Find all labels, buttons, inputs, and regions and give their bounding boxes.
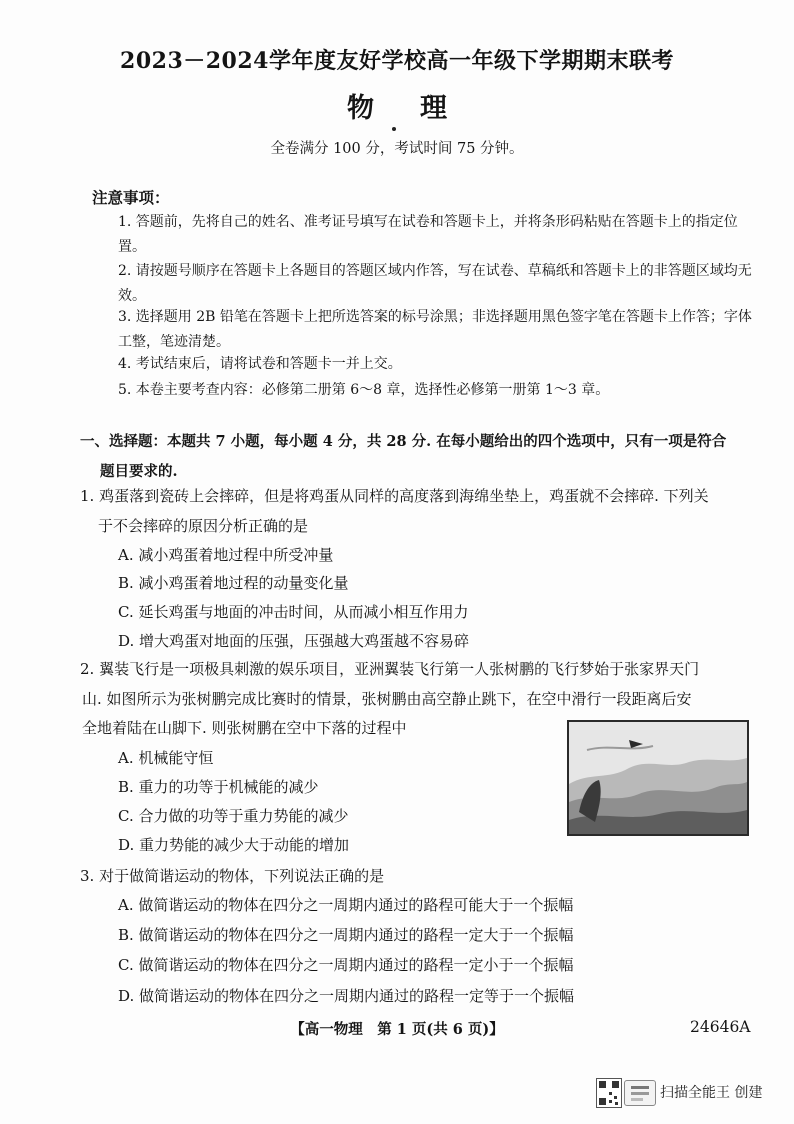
question-1-option-a: A. 减小鸡蛋着地过程中所受冲量 [118,546,334,564]
notes-heading: 注意事项： [92,188,170,207]
question-3-option-c: C. 做简谐运动的物体在四分之一周期内通过的路程一定小于一个振幅 [118,956,574,974]
exam-title: 2023－2024学年度友好学校高一年级下学期期末联考 [120,48,674,74]
scanner-logo-icon [624,1080,656,1106]
section-heading-line-1: 一、选择题：本题共 7 小题，每小题 4 分，共 28 分. 在每小题给出的四个选项中，只有一项是符合 [80,433,727,450]
note-item-3: 3. 选择题用 2B 铅笔在答题卡上把所选答案的标号涂黑；非选择题用黑色签字笔在答题卡上作答；字体工整，笔迹清楚。 [118,309,752,350]
question-2-option-c: C. 合力做的功等于重力势能的减少 [118,807,349,825]
question-3-option-a: A. 做简谐运动的物体在四分之一周期内通过的路程可能大于一个振幅 [118,896,574,914]
note-item-4: 4. 考试结束后，请将试卷和答题卡一并上交。 [118,356,402,372]
exam-total-info: 全卷满分 100 分，考试时间 75 分钟。 [270,141,524,157]
question-2-option-d: D. 重力势能的减少大于动能的增加 [118,836,350,854]
page-footer: 【高一物理 第 1 页(共 6 页)】 [290,1021,504,1038]
decorative-dot [392,127,396,131]
question-2-stem-line-2: 山. 如图所示为张树鹏完成比赛时的情景，张树鹏由高空静止跳下，在空中滑行一段距离后安 [82,690,692,708]
scanner-watermark [596,1078,776,1110]
question-1-option-c: C. 延长鸡蛋与地面的冲击时间，从而减小相互作用力 [118,603,469,621]
wingsuit-flight-photo [567,720,749,836]
question-2-stem-line-3: 全地着陆在山脚下. 则张树鹏在空中下落的过程中 [82,719,407,737]
wingsuit-photo-illustration [569,722,747,834]
question-1-stem-line-1: 1. 鸡蛋落到瓷砖上会摔碎，但是将鸡蛋从同样的高度落到海绵坐垫上，鸡蛋就不会摔碎. 下列关 [80,487,709,505]
question-2-stem-line-1: 2. 翼装飞行是一项极具刺激的娱乐项目，亚洲翼装飞行第一人张树鹏的飞行梦始于张家界天门 [80,660,700,678]
exam-code: 24646A [690,1018,751,1036]
question-3-option-d: D. 做简谐运动的物体在四分之一周期内通过的路程一定等于一个振幅 [118,987,575,1005]
qr-code-icon [596,1078,622,1108]
question-1-stem-line-2: 于不会摔碎的原因分析正确的是 [98,517,309,535]
question-3-option-b: B. 做简谐运动的物体在四分之一周期内通过的路程一定大于一个振幅 [118,926,574,944]
question-3-stem: 3. 对于做简谐运动的物体，下列说法正确的是 [80,867,385,885]
question-2-option-a: A. 机械能守恒 [118,749,214,767]
note-item-2: 2. 请按题号顺序在答题卡上各题目的答题区域内作答，写在试卷、草稿纸和答题卡上的非答题区域均无效。 [118,263,752,304]
scanner-watermark-text: 扫描全能王 创建 [660,1085,763,1101]
note-item-5: 5. 本卷主要考查内容：必修第二册第 6～8 章，选择性必修第一册第 1～3 章。 [118,382,610,398]
section-heading [80,427,760,487]
section-heading-line-2: 题目要求的. [100,463,178,480]
question-1-option-d: D. 增大鸡蛋对地面的压强，压强越大鸡蛋越不容易碎 [118,632,470,650]
note-item-1: 1. 答题前，先将自己的姓名、准考证号填写在试卷和答题卡上，并将条形码粘贴在答题卡上的指定位置。 [118,214,738,255]
question-2-option-b: B. 重力的功等于机械能的减少 [118,778,319,796]
question-1-option-b: B. 减小鸡蛋着地过程的动量变化量 [118,574,349,592]
subject-title: 物理 [347,93,493,124]
